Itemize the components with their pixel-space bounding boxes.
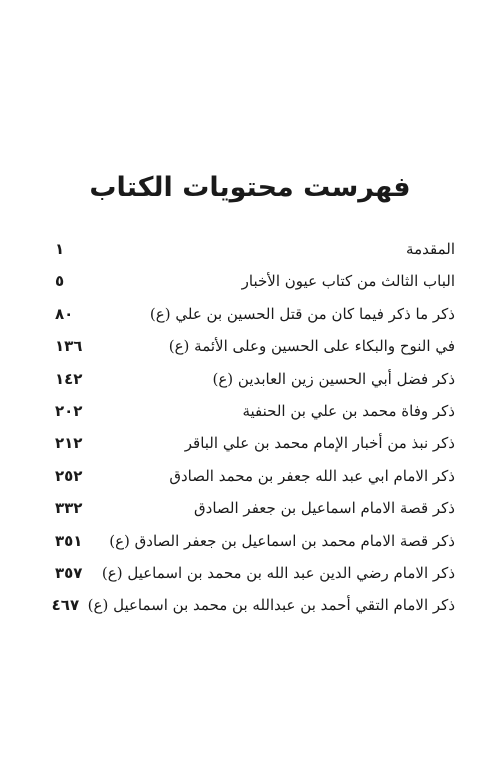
toc-entry-text: ذكر وفاة محمد بن علي بن الحنفية bbox=[242, 401, 455, 420]
toc-entry-text: الباب الثالث من كتاب عيون الأخبار bbox=[241, 272, 455, 291]
toc-entry-page: ٢١٢ bbox=[55, 434, 83, 453]
toc-entry-page: ١ bbox=[55, 240, 65, 258]
toc-row bbox=[55, 370, 455, 402]
toc-entry-text: المقدمة bbox=[406, 240, 455, 258]
toc-row bbox=[55, 434, 455, 466]
toc-entry-text: ذكر الامام التقي أحمد بن عبدالله بن محمد بن اسماعيل (ع) bbox=[87, 596, 455, 615]
toc-entry-text: ذكر ما ذكر فيما كان من قتل الحسين بن علي (ع) bbox=[149, 304, 455, 323]
toc-row bbox=[55, 240, 455, 272]
toc-entry-text: ذكر الامام رضي الدين عبد الله بن محمد بن اسماعيل (ع) bbox=[101, 563, 455, 582]
toc-entry-page: ٨٠ bbox=[55, 304, 74, 323]
toc-entry-text: ذكر قصة الامام اسماعيل بن جعفر الصادق bbox=[194, 499, 455, 518]
toc-entry-page: ١٣٦ bbox=[55, 337, 83, 356]
toc-row bbox=[51, 596, 455, 628]
toc-entry-text: ذكر نبذ من أخبار الإمام محمد بن علي الباقر bbox=[184, 434, 455, 453]
toc-entry-page: ٥ bbox=[55, 272, 65, 291]
toc-row bbox=[55, 402, 455, 434]
toc-row bbox=[55, 467, 455, 499]
toc-row bbox=[55, 564, 455, 596]
toc-entry-page: ٣٥١ bbox=[55, 531, 83, 550]
toc-entry-page: ٢٥٢ bbox=[55, 466, 83, 485]
page-title: فهرست محتويات الكتاب bbox=[89, 172, 411, 203]
toc-row bbox=[55, 272, 455, 304]
toc-entry-page: ٣٣٢ bbox=[55, 499, 83, 518]
toc-entry-text: في النوح والبكاء على الحسين وعلى الأئمة (ع) bbox=[168, 337, 455, 356]
toc-entry-text: ذكر قصة الامام محمد بن اسماعيل بن جعفر الصادق (ع) bbox=[109, 531, 455, 550]
toc-entry-page: ٤٦٧ bbox=[51, 596, 80, 615]
table-of-contents bbox=[51, 240, 455, 629]
toc-entry-page: ٢٠٢ bbox=[55, 401, 83, 420]
toc-row bbox=[55, 305, 455, 337]
toc-row bbox=[55, 499, 455, 531]
toc-row bbox=[55, 532, 455, 564]
toc-entry-text: ذكر فضل أبي الحسين زين العابدين (ع) bbox=[212, 369, 455, 388]
toc-row bbox=[55, 337, 455, 369]
toc-entry-text: ذكر الامام ابي عبد الله جعفر بن محمد الصادق bbox=[169, 466, 455, 485]
toc-entry-page: ٣٥٧ bbox=[55, 563, 83, 582]
toc-entry-page: ١٤٢ bbox=[55, 369, 83, 388]
